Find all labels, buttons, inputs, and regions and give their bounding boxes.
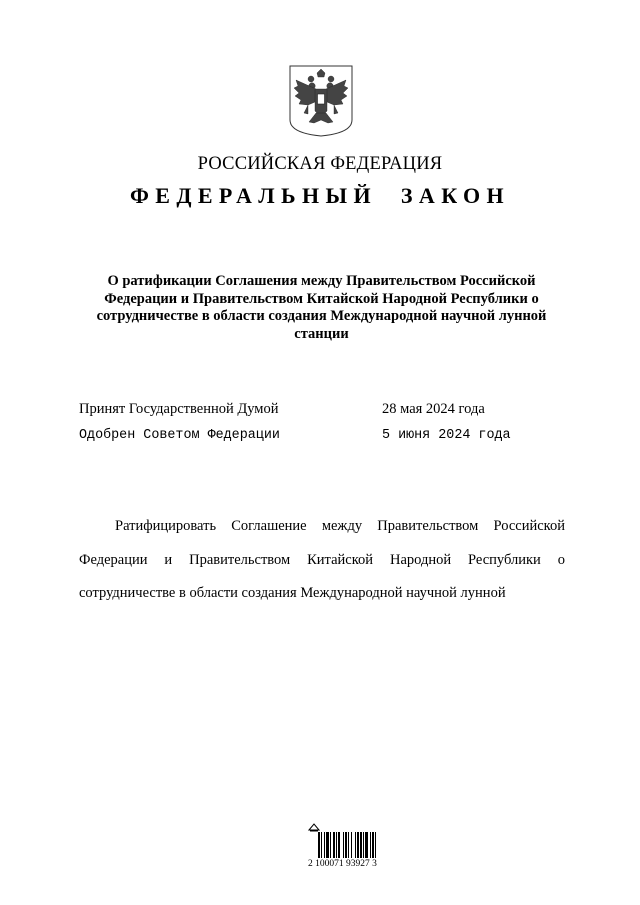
barcode bbox=[304, 818, 384, 876]
duma-adoption-date: 28 мая 2024 года bbox=[382, 401, 485, 417]
coat-of-arms-icon bbox=[289, 65, 353, 137]
council-approval-date: 5 июня 2024 года bbox=[382, 428, 511, 443]
barcode-icon bbox=[318, 832, 378, 858]
barcode-number: 2 100071 93927 3 bbox=[308, 859, 377, 869]
law-type-heading: ФЕДЕРАЛЬНЫЙ ЗАКОН bbox=[129, 183, 511, 208]
law-title: О ратификации Соглашения между Правительством Российской Федерации и Правительством Китайской Народной Республики о сотрудничестве в области создания Международной научной лунной станции bbox=[96, 273, 547, 342]
council-approval-label: Одобрен Советом Федерации bbox=[79, 428, 280, 443]
country-name: РОССИЙСКАЯ ФЕДЕРАЦИЯ bbox=[197, 154, 443, 174]
duma-adoption-label: Принят Государственной Думой bbox=[79, 401, 279, 417]
law-body-text: Ратифицировать Соглашение между Правительством Российской Федерации и Правительством Китайской Народной Республики о сотрудничестве в области создания Международной научной лунной bbox=[79, 518, 565, 601]
